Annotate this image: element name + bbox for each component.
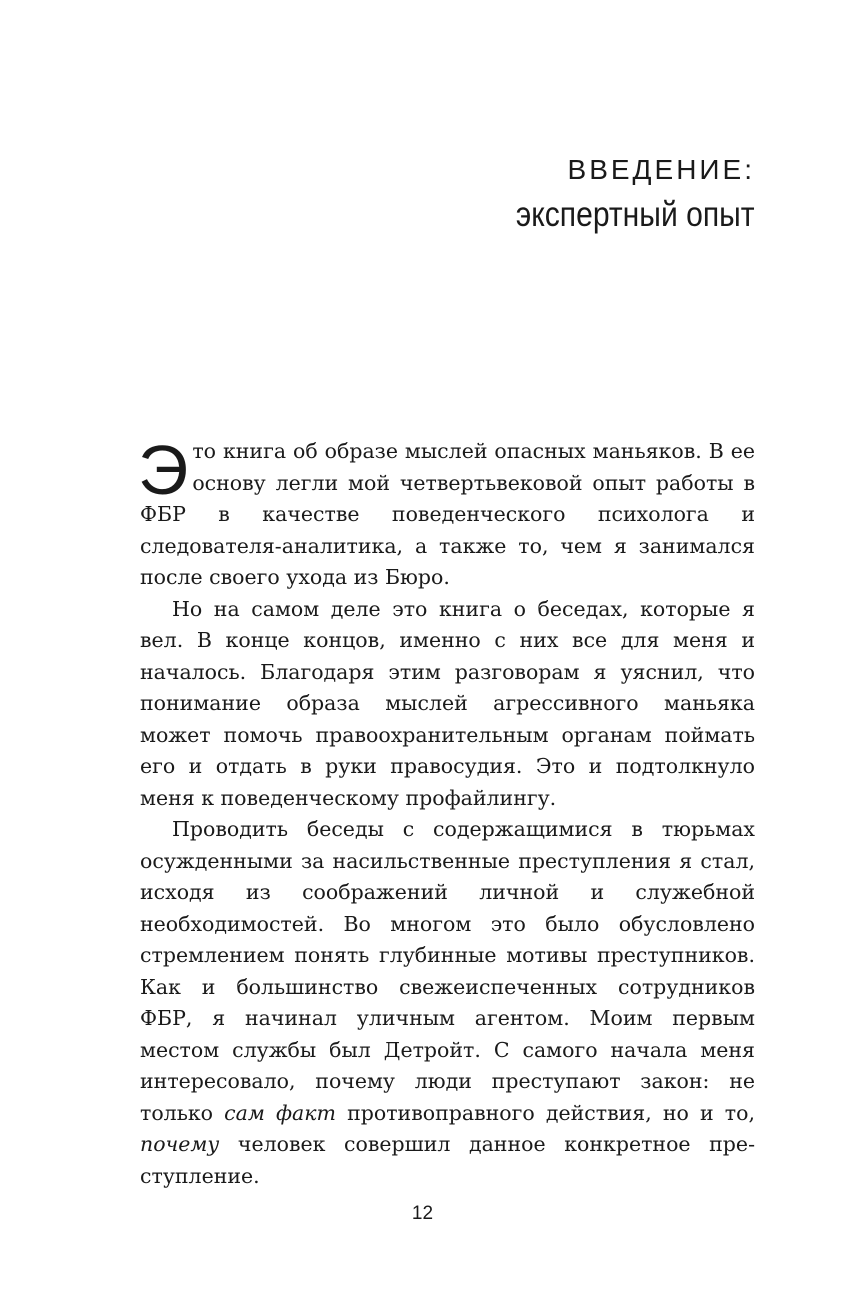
paragraph-1-text: то книга об образе мыслей опасных маньяков. В ее основу легли мой четвертьвековой опыт работы в ФБР в качестве поведенческого психолога и следователя-аналитика, а также то, чем я занимался после своего ухода из Бюро. xyxy=(140,439,755,589)
paragraph-3-text-c: человек совершил данное конкретное преступление. xyxy=(140,1132,755,1188)
chapter-label: ВВЕДЕНИЕ: xyxy=(567,154,755,185)
emphasis-fact: сам факт xyxy=(224,1100,336,1125)
paragraph-3-text-b: противоправного действия, но и то, xyxy=(335,1100,755,1125)
body-text xyxy=(138,431,755,1192)
paragraph-3 xyxy=(140,814,755,1192)
paragraph-2: Но на самом деле это книга о беседах, которые я вел. В конце концов, именно с них все для меня и началось. Благодаря этим разговорам я уяснил, что понимание образа мыслей агрессивного маньяка может помочь правоохранительным органам поймать его и отдать в руки правосудия. Это и подтолкнуло меня к поведенческому профайлингу. xyxy=(140,596,755,810)
chapter-title: экспертный опыт xyxy=(516,195,755,234)
emphasis-why: почему xyxy=(140,1132,220,1156)
page-number: 12 xyxy=(411,1203,434,1224)
paragraph-3-text-a: Проводить беседы с содержащимися в тюрьмах осужденными за насильственные преступления я стал, исходя из соображений личной и служебной необходимостей. Во многом это было обусловлено стремлением понять глубинные мотивы преступников. Как и большинство свежеиспеченных сотрудников ФБР, я начинал уличным агентом. Моим первым местом службы был Детройт. С самого начала меня интересовало, почему люди преступают закон: не только xyxy=(140,817,755,1125)
drop-cap: Э xyxy=(138,431,189,509)
paragraph-1 xyxy=(138,431,755,594)
chapter-heading xyxy=(477,150,755,240)
